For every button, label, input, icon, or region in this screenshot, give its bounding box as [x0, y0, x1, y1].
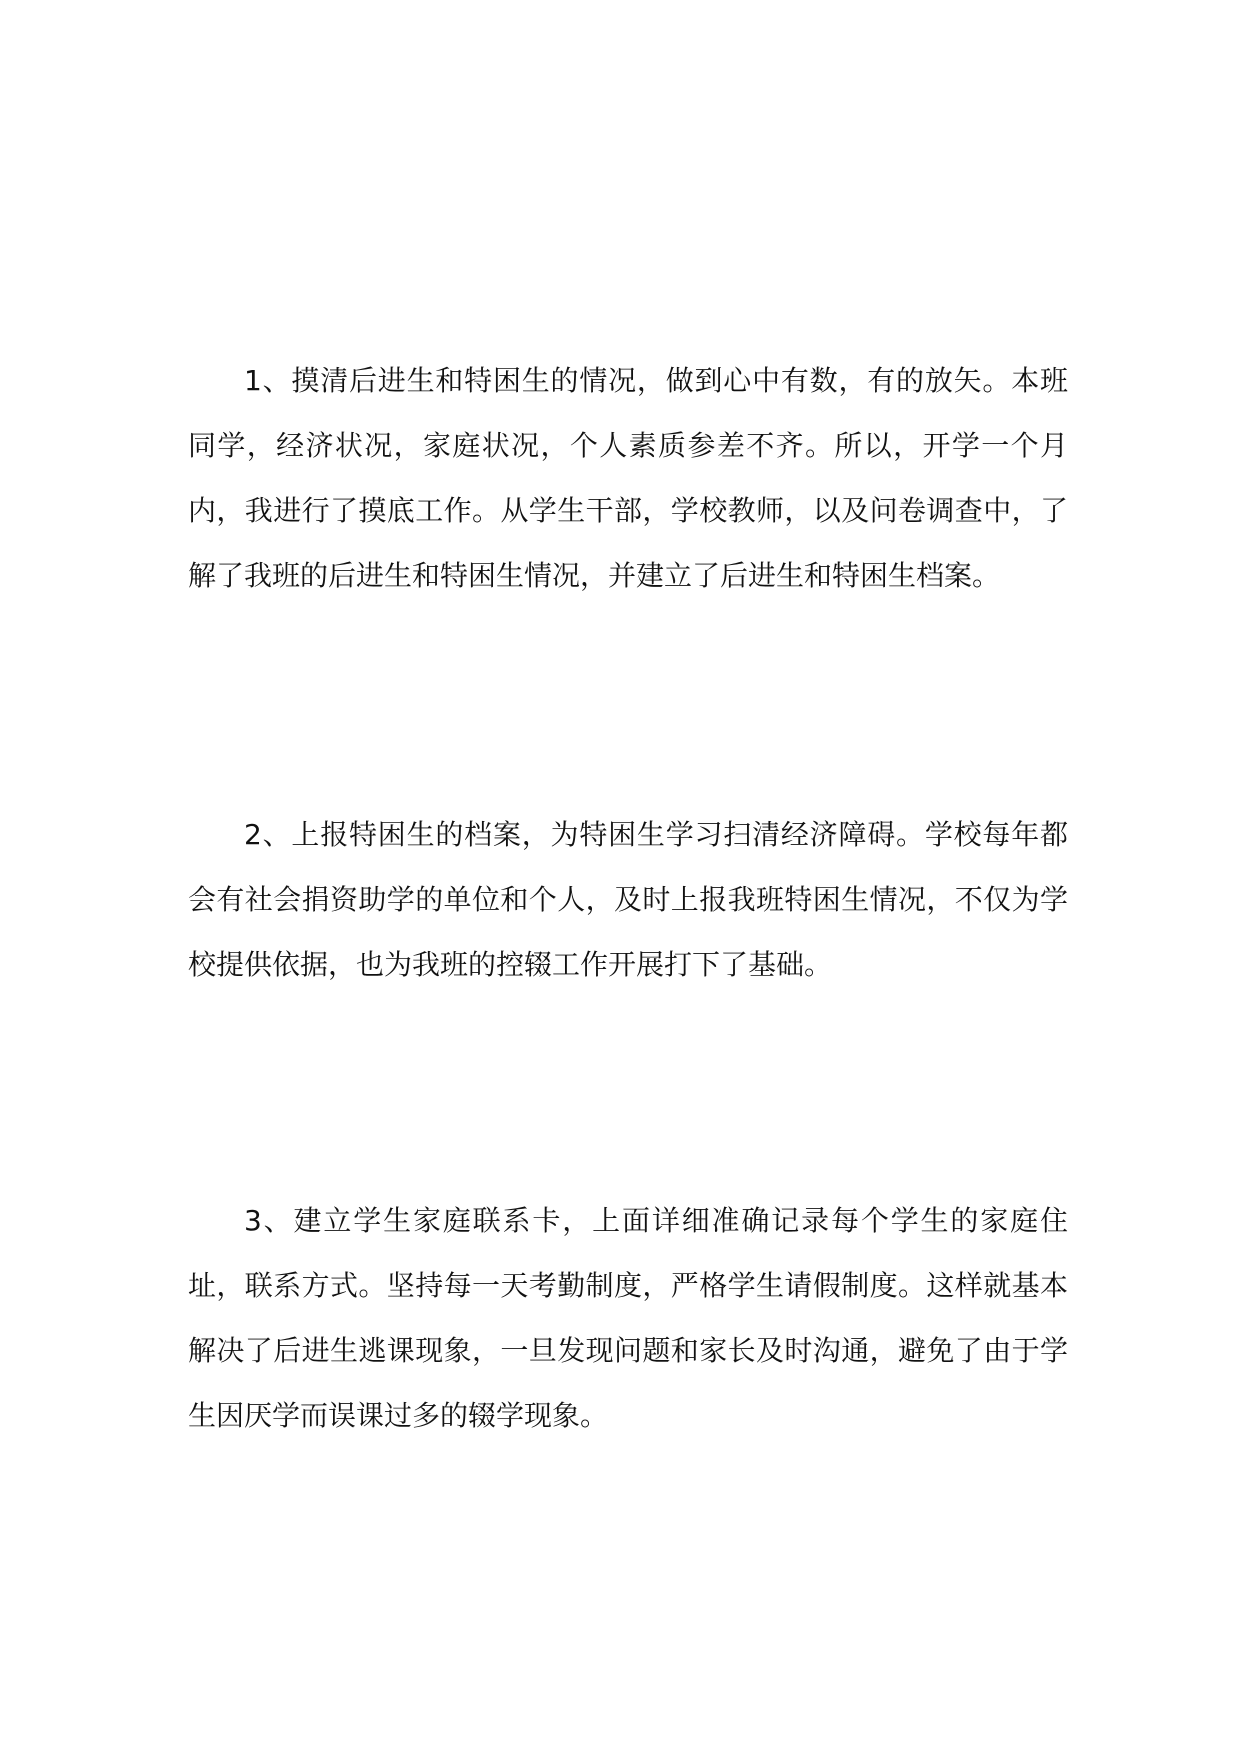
paragraph-2: 2、上报特困生的档案，为特困生学习扫清经济障碍。学校每年都会有社会捐资助学的单位和个人，及时上报我班特困生情况，不仅为学校提供依据，也为我班的控辍工作开展打下了基础。 — [188, 818, 1068, 981]
paragraph-1: 1、摸清后进生和特困生的情况，做到心中有数，有的放矢。本班同学，经济状况，家庭状况，个人素质参差不齐。所以，开学一个月内，我进行了摸底工作。从学生干部，学校教师，以及问卷调查中，了解了我班的后进生和特困生情况，并建立了后进生和特困生档案。 — [188, 364, 1068, 592]
paragraph-3: 3、建立学生家庭联系卡，上面详细准确记录每个学生的家庭住址，联系方式。坚持每一天考勤制度，严格学生请假制度。这样就基本解决了后进生逃课现象，一旦发现问题和家长及时沟通，避免了由于学生因厌学而误课过多的辍学现象。 — [188, 1204, 1068, 1432]
